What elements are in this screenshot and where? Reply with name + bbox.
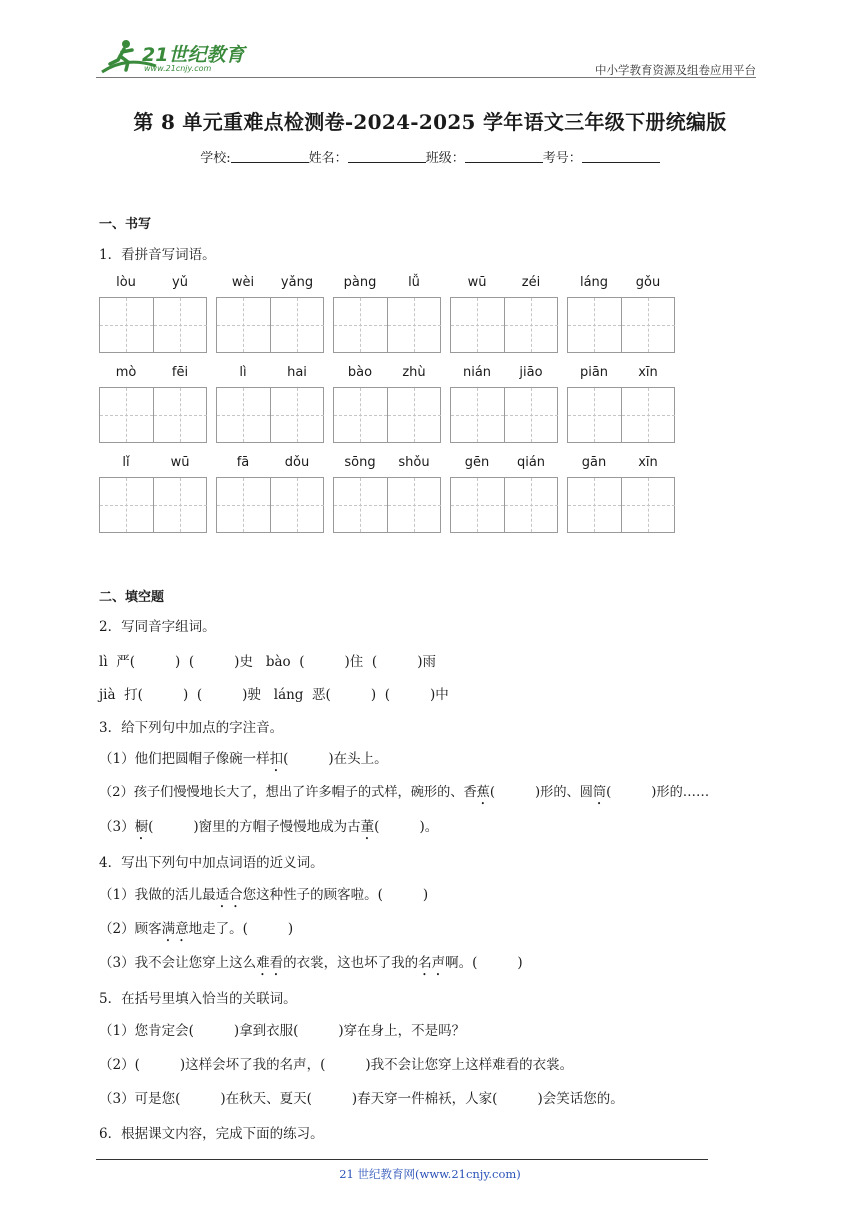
dotted-char: 筒 [592,785,607,800]
class-label: 班级： [425,151,465,166]
writing-cell[interactable] [100,298,153,352]
writing-cell[interactable] [387,298,441,352]
student-info-line [0,147,860,166]
writing-grid [99,297,207,353]
pinyin-label: piān [579,365,609,380]
writing-cell[interactable] [100,478,153,532]
writing-cell[interactable] [504,478,558,532]
pinyin-label: lòu [116,275,136,290]
writing-cell[interactable] [153,298,207,352]
question-3-item-2: （2）孩子们慢慢地长大了，想出了许多帽子的式样，碗形的、香蕉( )形的、圆筒( )形的…… [99,785,710,800]
section-heading: 二、填空题 [99,590,165,605]
writing-cell[interactable] [451,298,504,352]
dotted-char: 董 [360,819,375,835]
writing-grid [99,387,207,443]
question-3-item-1: （1）他们把圆帽子像碗一样扣( )在头上。 [99,751,388,767]
writing-cell[interactable] [621,478,675,532]
writing-cell[interactable] [270,298,324,352]
question-6: 6．根据课文内容，完成下面的练习。 [99,1126,324,1142]
dotted-word: 名声 [418,955,446,971]
pinyin-label: shǒu [398,455,430,470]
header-divider [96,77,756,78]
pinyin-label: qián [516,455,546,470]
writing-cell[interactable] [568,388,621,442]
writing-grid [216,477,324,533]
pinyin-label: mò [115,365,137,380]
writing-cell[interactable] [504,388,558,442]
question-2: 2．写同音字组词。 [99,619,216,635]
writing-cell[interactable] [334,478,387,532]
question-3: 3．给下列句中加点的字注音。 [99,720,284,736]
writing-cell[interactable] [100,388,153,442]
platform-label: 中小学教育资源及组卷应用平台 [595,63,756,77]
writing-cell[interactable] [217,478,270,532]
pinyin-lang: láng [273,687,304,703]
writing-cell[interactable] [568,298,621,352]
writing-cell[interactable] [270,388,324,442]
pinyin-label: lǚ [408,275,420,290]
pinyin-label: fēi [171,365,189,380]
question-4: 4．写出下列句中加点词语的近义词。 [99,855,324,871]
section-heading: 一、书写 [99,217,152,232]
writing-cell[interactable] [217,388,270,442]
question-5-item-2: （2）( )这样会坏了我的名声，( )我不会让您穿上这样难看的衣裳。 [99,1057,574,1073]
writing-grid [216,297,324,353]
writing-grid [450,387,558,443]
writing-grid [450,477,558,533]
site-logo [96,36,266,80]
writing-grid [216,387,324,443]
writing-cell[interactable] [504,298,558,352]
name-label: 姓名： [308,151,348,166]
writing-cell[interactable] [568,478,621,532]
pinyin-label: xīn [638,455,658,470]
footer-divider [96,1159,708,1160]
writing-cell[interactable] [153,478,207,532]
writing-grid [99,477,207,533]
pinyin-label: gēn [464,455,490,470]
question-5: 5．在括号里填入恰当的关联词。 [99,991,297,1007]
logo-url: www.21cnjy.com [144,64,212,73]
pinyin-label: wū [467,275,487,290]
pinyin-jia: jià [99,687,116,703]
pinyin-label: yǔ [172,275,188,290]
dotted-char: 扣 [269,751,284,767]
dotted-word: 满意 [161,921,189,937]
question-4-item-1: （1）我做的活儿最适合您这种性子的顾客啦。( ) [99,887,429,903]
question-2-line-2: jià 打( ) ( )驶 láng 恶( ) ( )中 [99,687,449,703]
dotted-word: 适合 [215,887,243,903]
pinyin-label: hai [287,365,307,380]
writing-grid [333,477,441,533]
writing-cell[interactable] [153,388,207,442]
pinyin-label: zéi [521,275,541,290]
question-4-item-3: （3）我不会让您穿上这么难看的衣裳，这也坏了我的名声啊。( ) [99,955,523,971]
writing-grid [567,387,675,443]
pinyin-label: lì [239,365,247,380]
writing-cell[interactable] [451,478,504,532]
question-5-item-1: （1）您肯定会( )拿到衣服( )穿在身上，不是吗？ [99,1023,466,1039]
writing-grid [450,297,558,353]
logo-text: 21世纪教育 [142,44,245,66]
name-blank[interactable] [348,150,426,163]
pinyin-label: xīn [638,365,658,380]
question-5-item-3: （3）可是您( )在秋天、夏天( )春天穿一件棉袄，人家( )会笑话您的。 [99,1091,624,1107]
pinyin-label: lǐ [122,455,130,470]
number-blank[interactable] [582,150,660,163]
writing-grid [333,297,441,353]
writing-cell[interactable] [387,388,441,442]
number-label: 考号： [542,151,582,166]
writing-cell[interactable] [451,388,504,442]
question-3-item-3: （3）橱( )窗里的方帽子慢慢地成为古董( )。 [99,819,439,835]
writing-grid [567,297,675,353]
writing-cell[interactable] [334,298,387,352]
question-1: 1．看拼音写词语。 [99,247,216,263]
writing-cell[interactable] [334,388,387,442]
writing-cell[interactable] [621,298,675,352]
pinyin-label: fā [236,455,250,470]
school-blank[interactable] [231,150,309,163]
pinyin-bao: bào [265,654,291,670]
dotted-word: 难看 [256,955,284,971]
pinyin-label: láng [579,275,609,290]
pinyin-li: lì [99,654,108,670]
pinyin-label: yǎng [280,275,314,290]
page-title: 第 8 单元重难点检测卷-2024-2025 学年语文三年级下册统编版 [133,110,727,134]
question-4-item-2: （2）顾客满意地走了。( ) [99,921,294,937]
pinyin-label: jiāo [519,365,543,380]
pinyin-label: gān [581,455,607,470]
pinyin-label: pàng [343,275,377,290]
school-label: 学校: [200,151,231,166]
writing-cell[interactable] [217,298,270,352]
pinyin-label: wū [170,455,190,470]
pinyin-label: bào [347,365,373,380]
pinyin-label: wèi [231,275,255,290]
writing-grid [333,387,441,443]
writing-cell[interactable] [621,388,675,442]
writing-cell[interactable] [270,478,324,532]
dotted-char: 蕉 [476,785,490,800]
pinyin-label: gǒu [635,275,661,290]
writing-grid [567,477,675,533]
pinyin-label: dǒu [284,455,310,470]
footer-source: 21 世纪教育网(www.21cnjy.com) [339,1167,521,1181]
pinyin-label: sōng [344,455,376,470]
pinyin-label: nián [462,365,492,380]
class-blank[interactable] [465,150,543,163]
question-2-line-1: lì 严( ) ( )史 bào ( )住 ( )雨 [99,654,436,670]
pinyin-label: zhù [402,365,426,380]
writing-cell[interactable] [387,478,441,532]
dotted-char: 橱 [134,819,149,835]
